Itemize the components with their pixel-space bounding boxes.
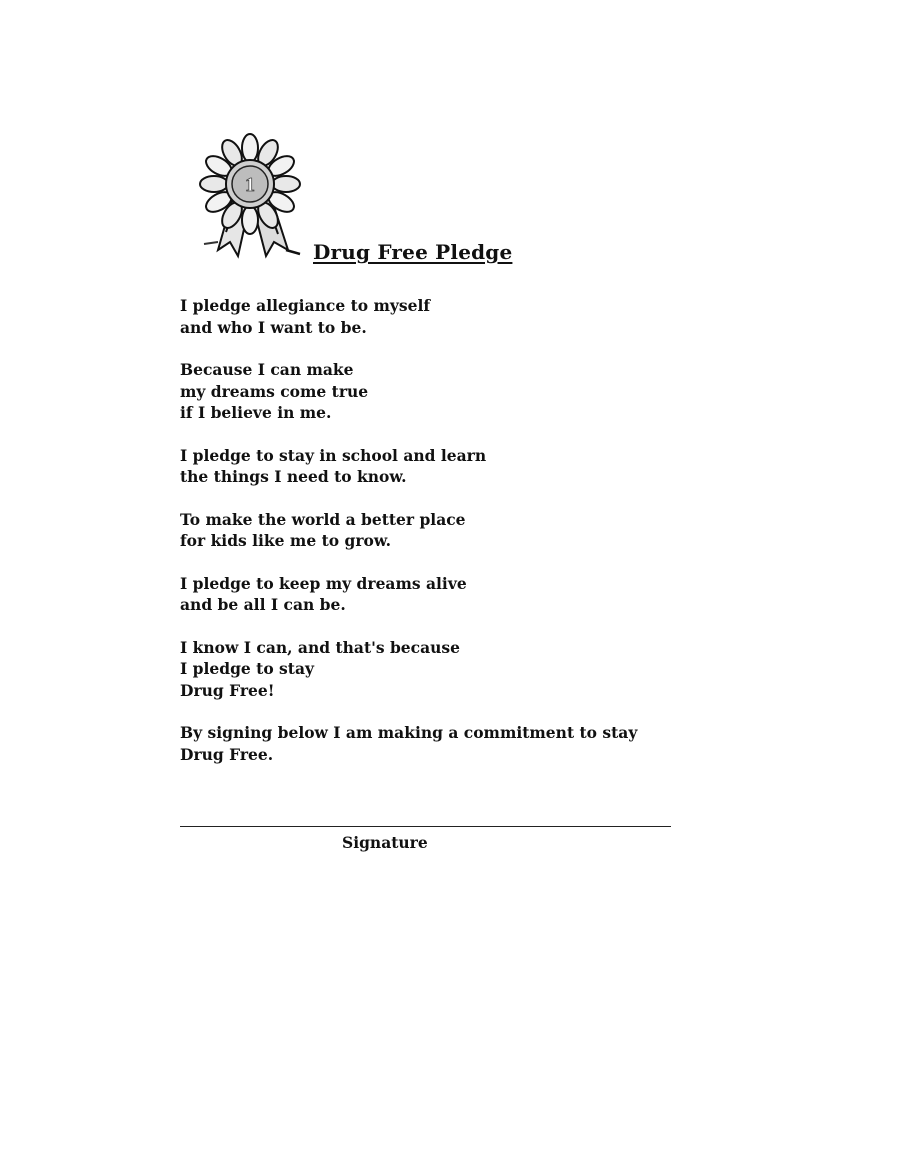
pledge-line: if I believe in me. <box>180 403 332 422</box>
stanza <box>180 445 740 488</box>
pledge-line: for kids like me to grow. <box>180 531 392 550</box>
commitment-line: Drug Free. <box>180 744 274 764</box>
stanza <box>180 637 740 702</box>
pledge-line: I pledge allegiance to myself <box>180 296 431 315</box>
stanza <box>180 573 740 616</box>
commitment-statement <box>180 722 740 765</box>
pledge-line: I pledge to stay <box>180 659 314 678</box>
first-place-ribbon-icon <box>196 132 308 264</box>
page-title: Drug Free Pledge <box>313 240 513 264</box>
pledge-line: I pledge to stay in school and learn <box>180 445 487 465</box>
stanza <box>180 509 740 552</box>
commitment-line: By signing below I am making a commitment to stay <box>180 723 638 742</box>
pledge-line: my dreams come true <box>180 381 369 401</box>
signature-line[interactable] <box>180 826 671 827</box>
pledge-line: and who I want to be. <box>180 317 367 337</box>
pledge-line: the things I need to know. <box>180 467 407 486</box>
pledge-text <box>180 295 740 786</box>
stanza <box>180 295 740 338</box>
pledge-line: I know I can, and that's because <box>180 637 461 657</box>
pledge-line: I pledge to keep my dreams alive <box>180 573 467 593</box>
stanza <box>180 359 740 424</box>
pledge-line: and be all I can be. <box>180 595 346 614</box>
pledge-line: Because I can make <box>180 360 354 379</box>
pledge-line: Drug Free! <box>180 680 275 700</box>
pledge-line: To make the world a better place <box>180 509 466 529</box>
signature-label: Signature <box>342 833 428 852</box>
svg-text:1: 1 <box>245 174 255 196</box>
